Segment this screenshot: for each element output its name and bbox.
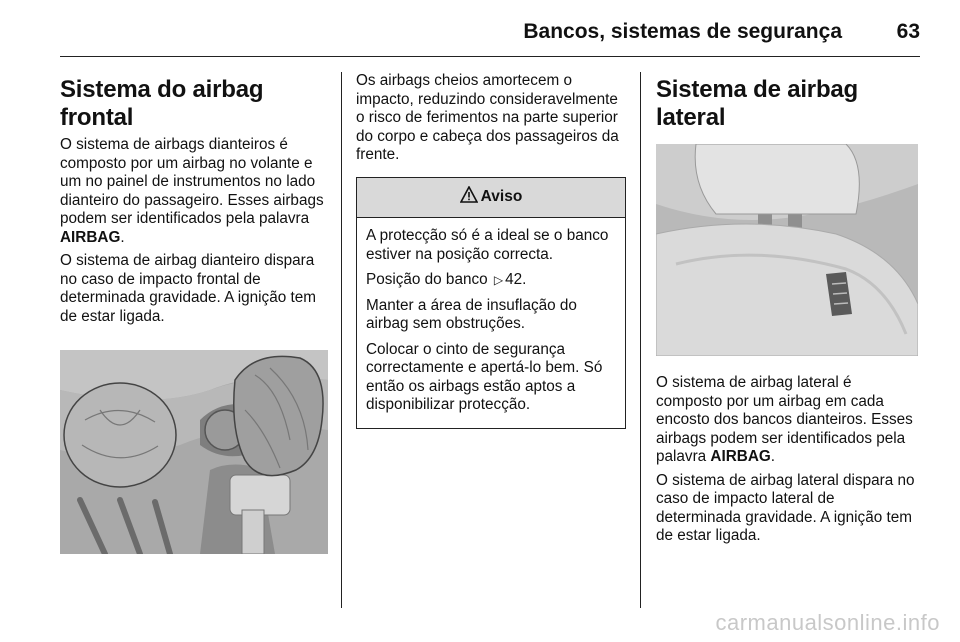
section-title: Bancos, sistemas de segurança	[523, 20, 842, 43]
warning-keep-clear: Manter a área de insuflação do airbag sem obstruções.	[366, 296, 577, 332]
airbag-keyword: AIRBAG	[710, 448, 771, 465]
heading-frontal-airbag: Sistema do airbag frontal	[60, 76, 264, 131]
warning-triangle-icon	[460, 186, 478, 209]
side-airbag-illustration	[656, 144, 920, 356]
watermark: carmanualsonline.info	[715, 610, 940, 635]
frontal-airbag-image	[60, 350, 328, 554]
warning-seat-reference	[366, 271, 617, 290]
paragraph-end: .	[770, 448, 776, 465]
warning-box	[356, 177, 626, 429]
column-frontal-airbag	[60, 72, 328, 554]
warning-seatbelt: Colocar o cinto de segurança correctamente e apertá-lo bem. Só então os airbags estão aptos a disponibilizar protecção.	[366, 340, 603, 413]
column-side-airbag	[656, 72, 920, 551]
page-header	[60, 14, 920, 57]
warning-seat-position: A protecção só é a ideal se o banco estiver na posição correcta.	[366, 227, 609, 263]
reference-text: Posição do banco	[366, 271, 492, 288]
warning-body	[357, 218, 625, 428]
paragraph-frontal-deploy: O sistema de airbag dianteiro dispara no caso de impacto frontal de determinada gravidade. A ignição tem de estar ligada.	[60, 252, 316, 325]
paragraph-text: O sistema de airbag lateral é composto por um airbag em cada encosto dos bancos dianteiros. Esses airbags podem ser identificados pela palavra	[656, 374, 913, 465]
side-airbag-image	[656, 144, 918, 356]
paragraph-frontal-description	[60, 136, 328, 247]
column-airbag-protection	[356, 72, 626, 429]
frontal-airbag-illustration	[60, 350, 328, 554]
paragraph-text: O sistema de airbags dianteiros é composto por um airbag no volante e um no painel de instrumentos no lado dianteiro do passageiro. Esses airbags podem ser identificados pela palavra	[60, 136, 324, 227]
paragraph-side-description	[656, 374, 920, 467]
airbag-keyword: AIRBAG	[60, 228, 121, 246]
heading-side-airbag: Sistema de airbag lateral	[656, 76, 859, 131]
paragraph-side-deploy: O sistema de airbag lateral dispara no caso de impacto lateral de determinada gravidade. A ignição tem de estar ligada.	[656, 471, 915, 544]
column-divider	[341, 72, 342, 608]
paragraph-end: .	[120, 228, 125, 246]
page-reference-arrow-icon: ▷	[493, 273, 504, 287]
column-divider	[640, 72, 641, 608]
reference-end: .	[522, 271, 527, 288]
page-number: 63	[896, 20, 920, 43]
warning-header	[357, 178, 625, 219]
paragraph-airbag-cushion: Os airbags cheios amortecem o impacto, reduzindo consideravelmente o risco de ferimentos na parte superior do corpo e cabeça dos passageiros da frente.	[356, 72, 619, 163]
reference-page: 42	[505, 271, 523, 288]
warning-title: Aviso	[480, 187, 523, 205]
